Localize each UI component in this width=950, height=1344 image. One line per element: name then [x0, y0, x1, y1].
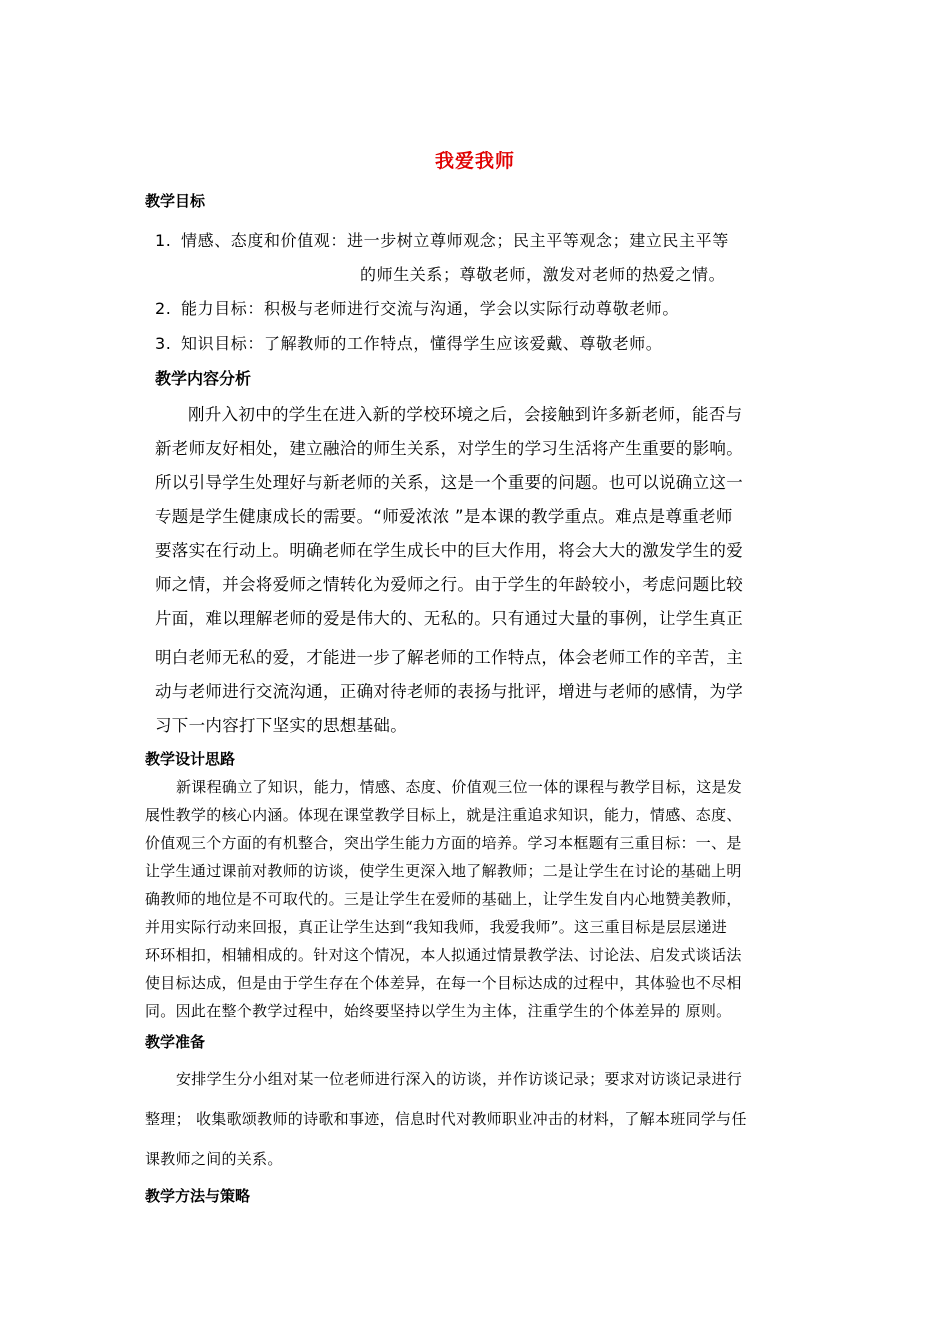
objective-item-3	[155, 331, 662, 354]
heading-content-analysis: 教学内容分析	[155, 369, 252, 388]
design-line: 新课程确立了知识，能力，情感、态度、价值观三位一体的课程与教学目标，这是发	[176, 778, 743, 796]
analysis-line: 明白老师无私的爱，才能进一步了解老师的工作特点，体会老师工作的辛苦，主	[155, 648, 743, 667]
objective-item-1-continuation: 的师生关系；尊敬老师，激发对老师的热爱之情。	[360, 265, 726, 284]
analysis-line: 刚升入初中的学生在进入新的学校环境之后，会接触到许多新老师，能否与	[188, 405, 743, 424]
design-line: 同。因此在整个教学过程中，始终要坚持以学生为主体，注重学生的个体差异的 原则。	[145, 1002, 732, 1020]
objective-item-1	[155, 228, 729, 251]
analysis-line: 师之情，并会将爱师之情转化为爱师之行。由于学生的年龄较小，考虑问题比较	[155, 575, 743, 594]
analysis-line: 片面，难以理解老师的爱是伟大的、无私的。只有通过大量的事例，让学生真正	[155, 609, 743, 628]
preparation-line: 整理； 收集歌颂教师的诗歌和事迹，信息时代对教师职业冲击的材料，了解本班同学与任	[145, 1110, 747, 1128]
analysis-line: 专题是学生健康成长的需要。“师爱浓浓 ”是本课的教学重点。难点是尊重老师	[155, 507, 733, 526]
document-title: 我爱我师	[434, 150, 515, 172]
design-line: 并用实际行动来回报，真正让学生达到“我知我师，我爱我师”。这三重目标是层层递进	[145, 918, 728, 936]
objective-number: 1.	[155, 231, 172, 250]
objective-text: 能力目标：积极与老师进行交流与沟通，学会以实际行动尊敬老师。	[181, 299, 680, 318]
objective-text: 知识目标：了解教师的工作特点，懂得学生应该爱戴、尊敬老师。	[181, 334, 663, 353]
heading-preparation: 教学准备	[145, 1033, 206, 1051]
objective-number: 3.	[155, 334, 172, 353]
analysis-line: 所以引导学生处理好与新老师的关系，这是一个重要的问题。也可以说确立这一	[155, 473, 743, 492]
analysis-line: 习下一内容打下坚实的思想基础。	[155, 716, 407, 735]
objective-number: 2.	[155, 299, 172, 318]
heading-methods: 教学方法与策略	[145, 1187, 251, 1205]
design-line: 环环相扣，相辅相成的。针对这个情况，本人拟通过情景教学法、讨论法、启发式谈话法	[145, 946, 742, 964]
design-line: 使目标达成，但是由于学生存在个体差异，在每一个目标达成的过程中，其体验也不尽相	[145, 974, 742, 992]
heading-objectives: 教学目标	[145, 192, 206, 210]
objective-item-2	[155, 296, 679, 319]
preparation-line: 安排学生分小组对某一位老师进行深入的访谈，并作访谈记录；要求对访谈记录进行	[176, 1070, 743, 1088]
design-line: 让学生通过课前对教师的访谈，使学生更深入地了解教师；二是让学生在讨论的基础上明	[145, 862, 742, 880]
design-line: 展性教学的核心内涵。体现在课堂教学目标上，就是注重追求知识，能力，情感、态度、	[145, 806, 742, 824]
design-line: 确教师的地位是不可取代的。三是让学生在爱师的基础上，让学生发自内心地赞美教师，	[145, 890, 742, 908]
heading-design-ideas: 教学设计思路	[145, 750, 236, 768]
analysis-line: 新老师友好相处，建立融洽的师生关系，对学生的学习生活将产生重要的影响。	[155, 439, 743, 458]
analysis-line: 动与老师进行交流沟通，正确对待老师的表扬与批评，增进与老师的感情，为学	[155, 682, 743, 701]
objective-text: 情感、态度和价值观：进一步树立尊师观念；民主平等观念；建立民主平等	[181, 231, 729, 250]
analysis-line: 要落实在行动上。明确老师在学生成长中的巨大作用，将会大大的激发学生的爱	[155, 541, 743, 560]
design-line: 价值观三个方面的有机整合，突出学生能力方面的培养。学习本框题有三重目标：一、是	[145, 834, 742, 852]
preparation-line: 课教师之间的关系。	[145, 1150, 283, 1168]
